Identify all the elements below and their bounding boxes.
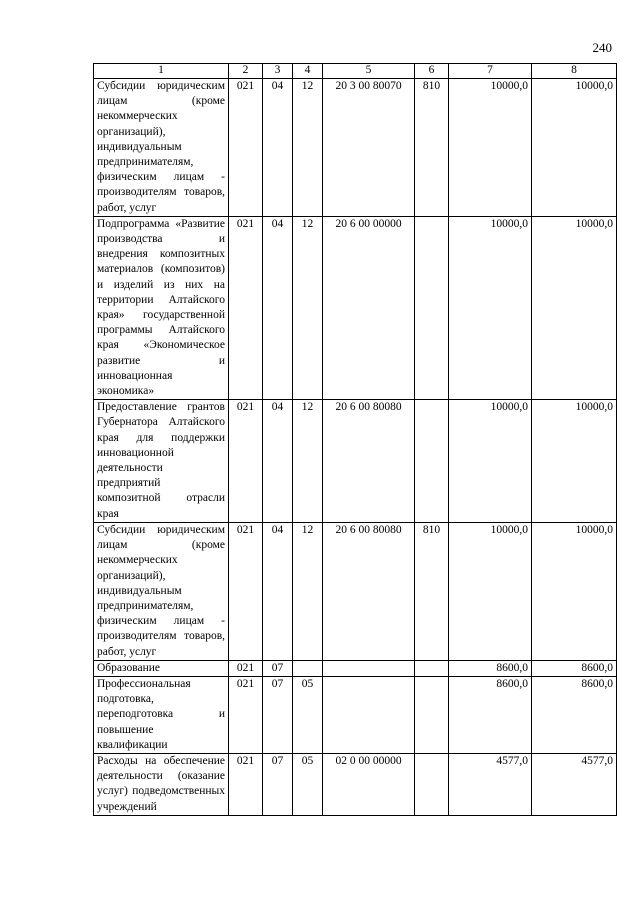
row-target-article	[323, 676, 415, 753]
row-amount-2: 8600,0	[532, 660, 617, 676]
column-header: 2	[229, 64, 263, 79]
table-row	[94, 660, 617, 676]
row-target-article: 20 6 00 00000	[323, 216, 415, 399]
row-amount-1: 8600,0	[449, 676, 532, 753]
row-section-code: 07	[263, 660, 293, 676]
row-expense-type	[415, 676, 449, 753]
row-amount-2: 8600,0	[532, 676, 617, 753]
row-amount-1: 10000,0	[449, 522, 532, 660]
table-row	[94, 79, 617, 217]
row-name: Профессиональная подготовка, переподготовка и повышение квалификации	[94, 676, 229, 753]
row-amount-2: 10000,0	[532, 79, 617, 217]
page-number: 240	[592, 40, 612, 55]
row-subsection-code: 12	[293, 79, 323, 217]
row-name: Подпрограмма «Развитие производства и внедрения композитных материалов (композитов) и изделий из них на территории Алтайского края» государственной программы Алтайского края «Экономическое развитие и инновационная экономика»	[94, 216, 229, 399]
row-subsection-code: 12	[293, 400, 323, 523]
row-amount-2: 4577,0	[532, 753, 617, 815]
row-ministry-code: 021	[229, 216, 263, 399]
row-expense-type	[415, 660, 449, 676]
column-header: 8	[532, 64, 617, 79]
row-subsection-code: 12	[293, 522, 323, 660]
row-ministry-code: 021	[229, 522, 263, 660]
row-target-article: 20 6 00 80080	[323, 400, 415, 523]
row-amount-1: 10000,0	[449, 216, 532, 399]
row-expense-type	[415, 400, 449, 523]
table-header-row	[94, 64, 617, 79]
row-name: Субсидии юридическим лицам (кроме некоммерческих организаций), индивидуальным предпринимателям, физическим лицам - производителям товаров, работ, услуг	[94, 522, 229, 660]
row-ministry-code: 021	[229, 400, 263, 523]
column-header: 4	[293, 64, 323, 79]
row-section-code: 07	[263, 753, 293, 815]
table-row	[94, 216, 617, 399]
row-target-article: 20 6 00 80080	[323, 522, 415, 660]
row-section-code: 04	[263, 79, 293, 217]
row-section-code: 04	[263, 522, 293, 660]
table-row	[94, 753, 617, 815]
row-amount-2: 10000,0	[532, 400, 617, 523]
row-amount-1: 8600,0	[449, 660, 532, 676]
row-subsection-code: 05	[293, 676, 323, 753]
row-name: Расходы на обеспечение деятельности (оказание услуг) подведомственных учреждений	[94, 753, 229, 815]
row-ministry-code: 021	[229, 79, 263, 217]
row-expense-type: 810	[415, 522, 449, 660]
row-subsection-code	[293, 660, 323, 676]
row-section-code: 07	[263, 676, 293, 753]
row-target-article	[323, 660, 415, 676]
row-amount-1: 4577,0	[449, 753, 532, 815]
row-target-article: 02 0 00 00000	[323, 753, 415, 815]
budget-table	[93, 63, 617, 816]
table-row	[94, 522, 617, 660]
row-expense-type	[415, 753, 449, 815]
row-amount-2: 10000,0	[532, 522, 617, 660]
row-subsection-code: 12	[293, 216, 323, 399]
table-row	[94, 400, 617, 523]
column-header: 3	[263, 64, 293, 79]
row-name: Предоставление грантов Губернатора Алтайского края для поддержки инновационной деятельности предприятий композитной отрасли края	[94, 400, 229, 523]
row-ministry-code: 021	[229, 753, 263, 815]
row-expense-type: 810	[415, 79, 449, 217]
row-name: Субсидии юридическим лицам (кроме некоммерческих организаций), индивидуальным предпринимателям, физическим лицам - производителям товаров, работ, услуг	[94, 79, 229, 217]
row-ministry-code: 021	[229, 660, 263, 676]
row-amount-1: 10000,0	[449, 79, 532, 217]
row-expense-type	[415, 216, 449, 399]
row-amount-1: 10000,0	[449, 400, 532, 523]
row-section-code: 04	[263, 400, 293, 523]
row-target-article: 20 3 00 80070	[323, 79, 415, 217]
column-header: 6	[415, 64, 449, 79]
row-ministry-code: 021	[229, 676, 263, 753]
table-row	[94, 676, 617, 753]
column-header: 7	[449, 64, 532, 79]
column-header: 5	[323, 64, 415, 79]
row-subsection-code: 05	[293, 753, 323, 815]
column-header: 1	[94, 64, 229, 79]
row-name: Образование	[94, 660, 229, 676]
row-section-code: 04	[263, 216, 293, 399]
row-amount-2: 10000,0	[532, 216, 617, 399]
